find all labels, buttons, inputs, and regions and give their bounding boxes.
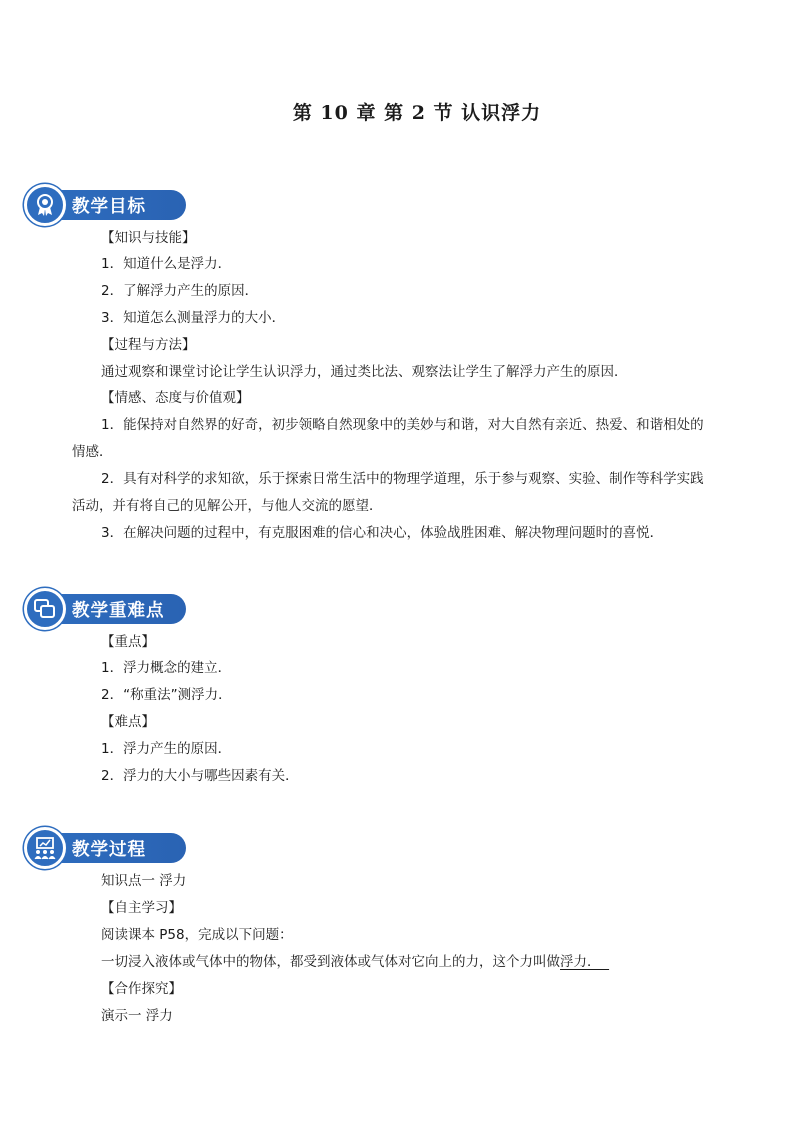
self-study-heading: 【自主学习】 [101, 900, 182, 916]
definition-line [101, 952, 609, 972]
section-heading: 教学目标 [72, 197, 146, 217]
section-heading: 教学过程 [72, 840, 146, 860]
answer-blank [601, 954, 610, 970]
list-item: 2．浮力的大小与哪些因素有关． [101, 768, 299, 784]
list-item: 1．浮力产生的原因． [101, 741, 232, 757]
definition-answer: 浮力． [560, 954, 601, 970]
paragraph: 3．在解决问题的过程中，有克服困难的信心和决心，体验战胜困难、解决物理问题时的喜悦． [101, 525, 664, 541]
section-banner-key-points [24, 588, 186, 630]
stacked-cards-icon [24, 588, 66, 630]
definition-text: 一切浸入液体或气体中的物体，都受到液体或气体对它向上的力，这个力叫做 [101, 954, 560, 970]
list-item: 1．浮力概念的建立． [101, 660, 232, 676]
page-title: 第 10 章 第 2 节 认识浮力 [292, 102, 542, 124]
difficulty-heading: 【难点】 [101, 714, 155, 730]
emotion-heading: 【情感、态度与价值观】 [101, 390, 250, 406]
section-banner-teaching-goals [24, 184, 186, 226]
paragraph: 2．具有对科学的求知欲，乐于探索日常生活中的物理学道理，乐于参与观察、实验、制作等科学实践 [101, 471, 704, 487]
section-banner-teaching-process [24, 827, 186, 869]
presentation-people-icon [24, 827, 66, 869]
list-item: 2．了解浮力产生的原因． [101, 283, 259, 299]
key-heading: 【重点】 [101, 634, 155, 650]
paragraph: 1．能保持对自然界的好奇，初步领略自然现象中的美妙与和谐，对大自然有亲近、热爱、和谐相处的 [101, 417, 704, 433]
paragraph: 阅读课本 P58，完成以下问题： [101, 927, 293, 943]
demo-heading: 演示一 浮力 [101, 1008, 173, 1024]
paragraph: 活动，并有将自己的见解公开，与他人交流的愿望． [72, 498, 383, 514]
list-item: 3．知道怎么测量浮力的大小． [101, 310, 286, 326]
list-item: 1．知道什么是浮力． [101, 256, 232, 272]
knowledge-heading: 【知识与技能】 [101, 230, 196, 246]
paragraph: 通过观察和课堂讨论让学生认识浮力，通过类比法、观察法让学生了解浮力产生的原因． [101, 364, 628, 380]
knowledge-point-heading: 知识点一 浮力 [101, 873, 187, 889]
process-heading: 【过程与方法】 [101, 337, 196, 353]
award-ribbon-icon [24, 184, 66, 226]
section-heading: 教学重难点 [72, 601, 165, 621]
list-item: 2．“称重法”测浮力． [101, 687, 232, 703]
paragraph: 情感． [72, 444, 113, 460]
cooperative-heading: 【合作探究】 [101, 981, 182, 997]
